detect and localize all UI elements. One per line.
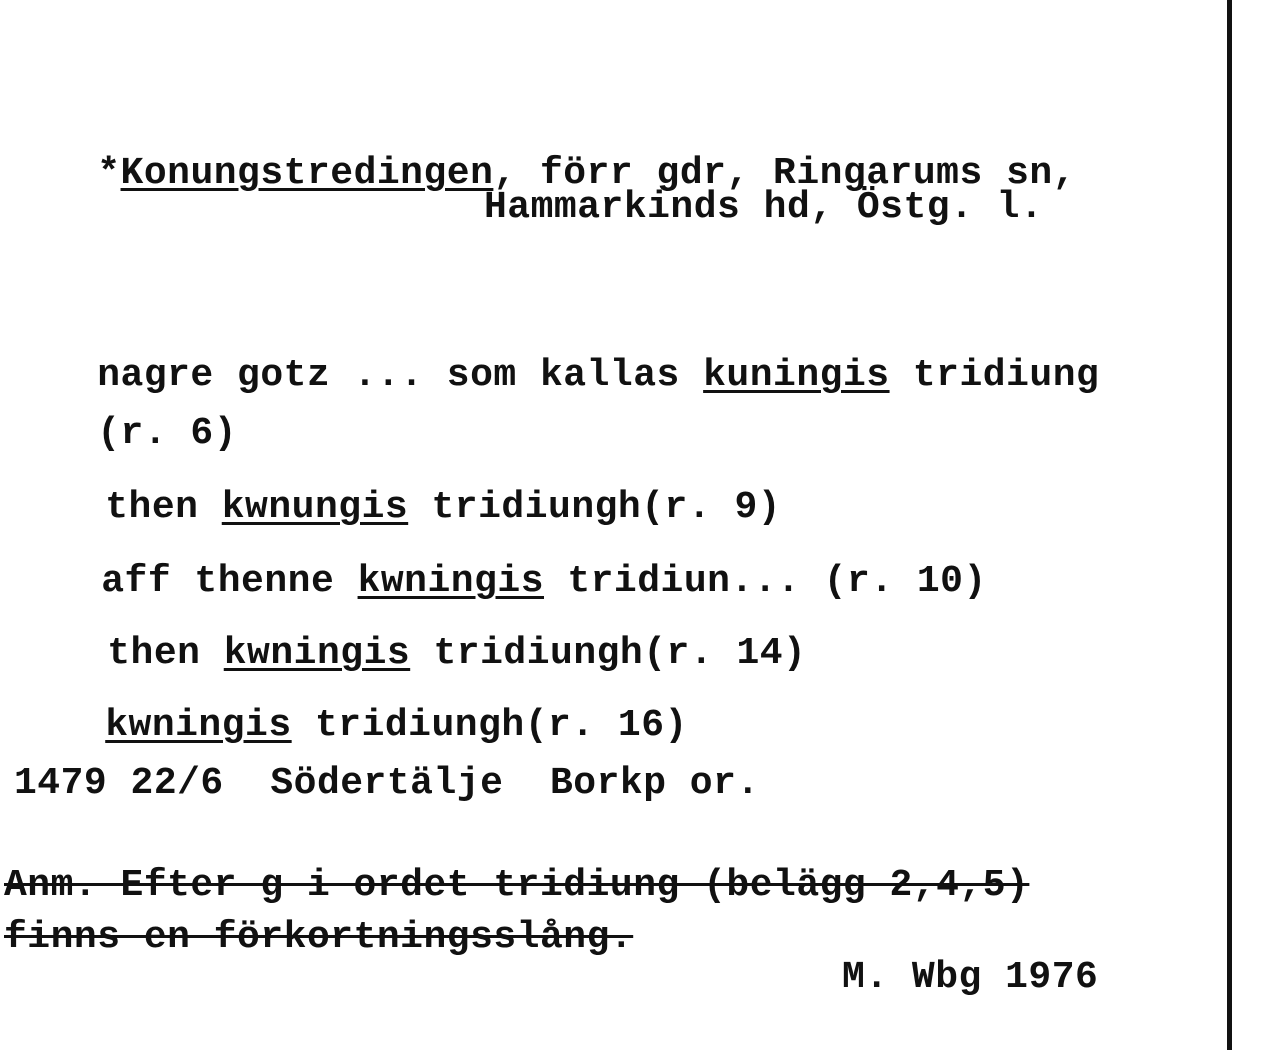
- citation-form: tridiungh: [431, 486, 642, 529]
- citation-gap: [890, 354, 913, 397]
- citation-word: kuningis: [703, 354, 890, 397]
- asterisk-mark: *: [97, 152, 121, 195]
- citation-ref: (r. 14): [643, 632, 807, 675]
- citation-form: tridiung: [912, 354, 1100, 397]
- citation-text: nagre gotz ... som kallas: [97, 354, 704, 397]
- card-edge-line: [1227, 0, 1232, 1050]
- citation-form: tridiun...: [567, 560, 801, 603]
- source-line: 1479 22/6 Södertälje Borkp or.: [14, 762, 760, 805]
- citation-form: tridiungh: [433, 632, 644, 675]
- citation-ref: (r. 9): [641, 486, 782, 529]
- citation-ref: (r. 16): [524, 704, 688, 747]
- header-description: , förr gdr, Ringarums sn,: [493, 152, 1076, 195]
- citation-form: tridiungh: [314, 704, 525, 747]
- struck-note-line-1: Anm. Efter g i ordet tridiung (belägg 2,4,5): [4, 864, 1030, 907]
- citation-word: kwningis: [357, 560, 544, 603]
- citation-text: (r. 6): [97, 412, 238, 455]
- citation-text: aff thenne: [101, 560, 358, 603]
- header-line-2: Hammarkinds hd, Östg. l.: [484, 186, 1044, 229]
- citation-word: kwnungis: [221, 486, 409, 529]
- place-name: Konungstredingen: [120, 152, 494, 195]
- citation-text: then: [107, 632, 224, 675]
- citation-text: then: [105, 486, 222, 529]
- citation-word: kwningis: [223, 632, 411, 675]
- signature: M. Wbg 1976: [842, 956, 1099, 999]
- citation-word: kwningis: [105, 704, 292, 747]
- struck-note-line-2: finns en förkortningsslång.: [4, 916, 634, 959]
- citation-ref: (r. 10): [800, 560, 987, 603]
- citation-gap: [292, 704, 315, 747]
